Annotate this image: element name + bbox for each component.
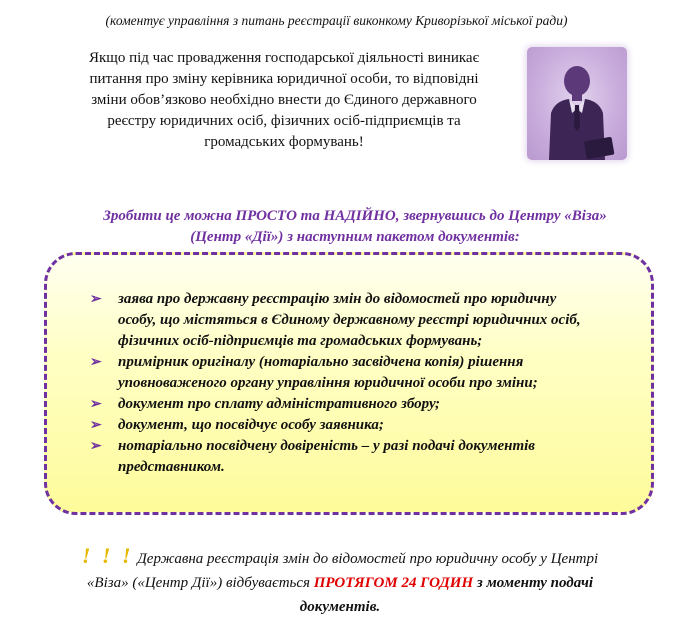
footer-line <box>30 544 650 571</box>
intro-line: зміни обов’язково необхідно внести до Єдиного державного <box>91 92 477 108</box>
arrow-bullet-icon: ➢ <box>90 292 102 307</box>
list-item-line: документ про сплату адміністративного збору; <box>118 396 441 412</box>
footer-text: Державна реєстрація змін до відомостей про юридичну особу у Центрі <box>133 551 599 567</box>
footer-text: «Віза» («Центр Дії») відбувається <box>86 575 314 591</box>
list-item <box>90 352 646 394</box>
arrow-bullet-icon: ➢ <box>90 397 102 412</box>
intro-line: громадських формувань! <box>204 134 364 150</box>
list-item-line: примірник оригіналу (нотаріально засвідчена копія) рішення <box>118 354 524 370</box>
list-item-line: фізичних осіб-підприємців та громадських формувань; <box>118 333 483 349</box>
documents-list <box>90 289 646 478</box>
cta-line: Зробити це можна ПРОСТО та НАДІЙНО, звернувшись до Центру «Віза» <box>103 208 607 224</box>
list-item-line: документ, що посвідчує особу заявника; <box>118 417 384 433</box>
list-item <box>90 394 646 415</box>
exclamation-icon: ! ! ! <box>81 543 134 568</box>
deadline-highlight: ПРОТЯГОМ 24 ГОДИН <box>313 575 474 591</box>
subtitle: (коментує управління з питань реєстрації виконкому Криворізької міської ради) <box>105 13 568 28</box>
list-item-line: нотаріально посвідчену довіреність – у разі подачі документів <box>118 438 535 454</box>
intro-line: питання про зміну керівника юридичної особи, то відповідні <box>89 71 479 87</box>
footer-line: документів. <box>299 599 381 615</box>
intro-line: реєстру юридичних осіб, фізичних осіб-підприємців та <box>107 113 461 129</box>
businessman-icon <box>527 47 627 160</box>
intro-line: Якщо під час провадження господарської діяльності виникає <box>88 50 480 66</box>
footer-text-bold: з моменту подачі <box>473 575 594 591</box>
list-item-line: заява про державну реєстрацію змін до відомостей про юридичну <box>118 291 557 307</box>
list-item <box>90 415 646 436</box>
list-item-line: особу, що містяться в Єдиному державному реєстрі юридичних осіб, <box>118 312 581 328</box>
footer-note <box>30 544 650 619</box>
businessman-illustration <box>527 47 627 160</box>
arrow-bullet-icon: ➢ <box>90 355 102 370</box>
cta-line: (Центр «Дії») з наступним пакетом документів: <box>190 229 520 245</box>
list-item <box>90 436 646 478</box>
footer-line <box>30 571 650 595</box>
list-item-line: уповноваженого органу управління юридичної особи про зміни; <box>118 375 538 391</box>
intro-paragraph <box>46 48 522 153</box>
list-item <box>90 289 646 352</box>
call-to-action <box>40 206 670 248</box>
arrow-bullet-icon: ➢ <box>90 418 102 433</box>
arrow-bullet-icon: ➢ <box>90 439 102 454</box>
list-item-line: представником. <box>118 459 225 475</box>
